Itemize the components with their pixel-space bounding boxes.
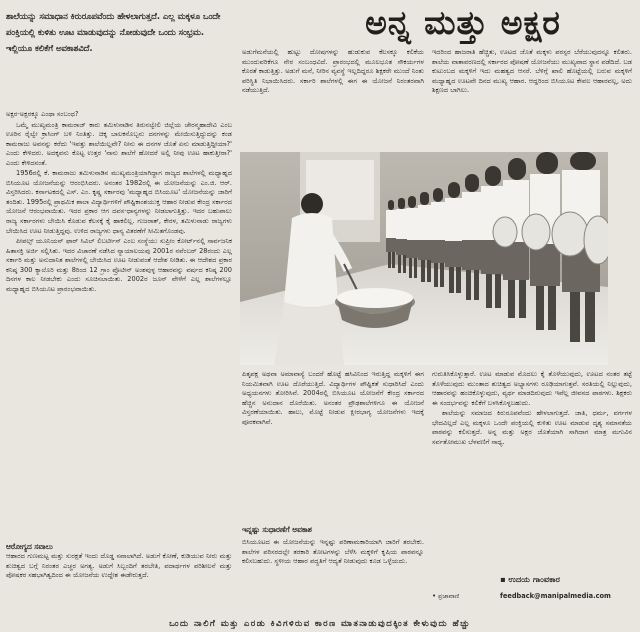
paragraph: ಪಿತೃಪಕ್ಷ ಅಥವಾ ಅಮಾವಾಸ್ಯೆ ಬಂದರೆ ಹೊಟ್ಟೆ ಹಸಿವಿನಿಂದ ಇರುತ್ತಿದ್ದ ಮಕ್ಕಳಿಗೆ ಈಗ ನಿಯಮಿತವಾಗಿ ಊಟ ದೊರೆಯುತ್ತಿದೆ. ವಿದ್ಯಾರ್ಥಿಗಳ ಪೌಷ್ಟಿಕತೆ ಸುಧಾರಿಸಿದೆ ಎಂದು ಅಧ್ಯಯನಗಳು ತೋರಿಸಿವೆ. 2004ರಲ್ಲಿ ಬಿಸಿಯೂಟ ಯೋಜನೆಗೆ ಕೇಂದ್ರ ಸರ್ಕಾರದ ಹೆಚ್ಚಿನ ಅನುದಾನ ದೊರೆಯಿತು. ಅನಂತರ ಪ್ರೌಢಶಾಲೆಗಳಿಗೂ ಈ ಯೋಜನೆ ವಿಸ್ತರಣೆಯಾಯಿತು. ಹಾಲು, ಮೊಟ್ಟೆ ನೀಡುವ ಕ್ಷೀರಭಾಗ್ಯ ಯೋಜನೆಗಳು ಇದಕ್ಕೆ ಪೂರಕವಾಗಿವೆ. [242,370,424,426]
photo-midday-meal [240,152,608,365]
paragraph: ಅಕ್ಷರ-ಅಕ್ಷರಕ್ಕೂ ಎಂಥಾ ಸಂಬಂಧ? [6,110,79,118]
paragraph: ಒಮ್ಮೆ ಮುಖ್ಯಮಂತ್ರಿ ಕಾಮರಾಜ್ ಕಾರು ತಮಿಳುನಾಡಿನ ತಿರುನಲ್ವೇಲಿ ಜಿಲ್ಲೆಯ ಚೇರನ್ಮಹಾದೇವಿ ಎಂಬ ಊರಿನ ರೈಲ್ವೇ ಕ್ರಾಸಿಂಗ್ ಬಳಿ ನಿಂತಿತ್ತು. ಚಿಕ್ಕ ಬಾಲಕನೊಬ್ಬನು ದನಗಳನ್ನು ಮೇಯಿಸುತ್ತಿದ್ದುದನ್ನು ಕಂಡ ಕಾಮರಾಜು ಅವನನ್ನು ಕರೆದು 'ಇವತ್ತು ಶಾಲೆಯಿಲ್ಲವೇ? ನೀನು ಈ ದನಗಳ ಜೊತೆ ಏನು ಮಾಡುತ್ತಿದ್ದೀಯಾ?' ಎಂದು ಕೇಳಿದರು. ಅದಕ್ಕವನು ಕೊಟ್ಟ ಉತ್ತರ 'ನಾನು ಶಾಲೆಗೆ ಹೋದರೆ ಅಲ್ಲಿ ನೀವು ಊಟ ಹಾಕುತ್ತೀರಾ?' ಎಂದು ಕೇಳಿದನಂತೆ. [6,120,232,167]
feedback-email: feedback@manipalmedia.com [500,592,611,600]
paragraph: 1956ರಲ್ಲಿ ಕೆ. ಕಾಮರಾಜು ತಮಿಳುನಾಡಿನ ಮುಖ್ಯಮಂತ್ರಿಯಾಗಿದ್ದಾಗ ರಾಜ್ಯದ ಶಾಲೆಗಳಲ್ಲಿ ಮಧ್ಯಾಹ್ನದ ಬಿಸಿಯೂಟ ಯೋಜನೆಯನ್ನು ಆರಂಭಿಸಿದರು. ಅನಂತರ 1982ರಲ್ಲಿ ಈ ಯೋಜನೆಯನ್ನು ಎಂ.ಜಿ. ಆರ್. ವಿಸ್ತರಿಸಿದರು. ಕರ್ನಾಟಕದಲ್ಲಿ ಎಸ್. ಎಂ. ಕೃಷ್ಣ ಸರ್ಕಾರವು 'ಮಧ್ಯಾಹ್ನದ ಬಿಸಿಯೂಟ' ಯೋಜನೆಯನ್ನು ಜಾರಿಗೆ ತಂದಿತು. 1995ರಲ್ಲಿ ಪ್ರಾಥಮಿಕ ಶಾಲಾ ವಿದ್ಯಾರ್ಥಿಗಳಿಗೆ ಪೌಷ್ಟಿಕಾಂಶಯುಕ್ತ ಆಹಾರ ನೀಡುವ ಕೇಂದ್ರ ಸರ್ಕಾರದ ಯೋಜನೆ ಆರಂಭವಾಯಿತು. ಇದರ ಪ್ರಕಾರ ಆಗ ದವಸ-ಧಾನ್ಯಗಳನ್ನು ನೀಡಲಾಗುತ್ತಿತ್ತು. ಇದರ ಬಹುಪಾಲು ರಾಜ್ಯ ಸರ್ಕಾರಗಳು ಬೇಯಿಸಿ ಕೊಡುವ ಕೆಲಸಕ್ಕೆ ಕೈ ಹಾಕಲಿಲ್ಲ. ಗುಜರಾತ್, ಕೇರಳ, ತಮಿಳುನಾಡು ರಾಜ್ಯಗಳು ಬೇಯಿಸಿದ ಊಟ ನೀಡುತ್ತಿದ್ದವು. ಉಳಿದ ರಾಜ್ಯಗಳು ಧಾನ್ಯ ವಿತರಣೆಗೆ ಸೀಮಿತಗೊಂಡವು. [6,169,232,235]
photo-credit-text: ಪ್ರಜಾವಾಣಿ [438,593,460,600]
paragraph: ಶಾಲೆಯನ್ನು ಸಮಾಜದ ಕಿರುರೂಪವೆಂದು ಹೇಳಲಾಗುತ್ತದೆ. ಜಾತಿ, ಧರ್ಮ, ವರ್ಗಗಳ ಭೇದವಿಲ್ಲದೆ ಎಲ್ಲ ಮಕ್ಕಳೂ ಒಂದೇ ಪಂಕ್ತಿಯಲ್ಲಿ ಕುಳಿತು ಊಟ ಮಾಡುವ ದೃಶ್ಯ ಸಮಾನತೆಯ ಪಾಠವನ್ನು ಕಲಿಸುತ್ತದೆ. ಅನ್ನ ಮತ್ತು ಅಕ್ಷರ ಜೊತೆಯಾಗಿ ಸಾಗಿದಾಗ ಮಾತ್ರ ಮಗುವಿನ ಸರ್ವತೋಮುಖ ಬೆಳವಣಿಗೆ ಸಾಧ್ಯ. [432,409,632,446]
byline-author: ಉದಯ ಗಾಂವಕಾರ [508,574,561,584]
photo-credit [432,592,459,601]
byline-arrow-icon: ▪ [500,574,509,584]
paragraph: ಗುರುತಿಸಿಕೊಳ್ಳುತ್ತಾರೆ. ಊಟ ಮಾಡುವ ಮೊದಲು ಕೈ ತೊಳೆಯುವುದು, ಊಟದ ನಂತರ ತಟ್ಟೆ ತೊಳೆಯುವುದು ಮುಂತಾದ ಶುಚಿತ್ವದ ಅಭ್ಯಾಸಗಳು ರೂಢಿಯಾಗುತ್ತವೆ. ಸರತಿಯಲ್ಲಿ ನಿಲ್ಲುವುದು, ಆಹಾರವನ್ನು ಹಂಚಿಕೊಳ್ಳುವುದು, ವ್ಯರ್ಥ ಮಾಡದಿರುವುದು ಇವೆಲ್ಲ ಜೀವನದ ಪಾಠಗಳು. ಶಿಕ್ಷಕರು ಈ ಸಂದರ್ಭವನ್ನು ಕಲಿಕೆಗೆ ಬಳಸಿಕೊಳ್ಳಬಹುದು. [432,370,632,407]
article-column-2-top [242,48,424,152]
paragraph: ಇದರಿಂದ ಹಾಜರಾತಿ ಹೆಚ್ಚಿತು, ಊಟದ ಜೊತೆ ಮಕ್ಕಳು ಪರಸ್ಪರ ಬೆರೆಯುವುದನ್ನೂ ಕಲಿತರು. ಶಾಲೆಯ ವಾತಾವರಣದಲ್ಲಿ ಸರ್ಕಾರದ ಪೋಷಣೆ ಯೋಜನೆಯು ಮುಖ್ಯವಾದ ಸ್ಥಾನ ಪಡೆದಿದೆ. ಬಡ ಕುಟುಂಬದ ಮಕ್ಕಳಿಗೆ ಇದು ಮಹತ್ವದ ಆಸರೆ. ಬೆಳಿಗ್ಗೆ ಖಾಲಿ ಹೊಟ್ಟೆಯಲ್ಲಿ ಬರುವ ಮಕ್ಕಳಿಗೆ ಮಧ್ಯಾಹ್ನದ ಊಟವೇ ದಿನದ ಮುಖ್ಯ ಆಹಾರ. ಆದ್ದರಿಂದ ಬಿಸಿಯೂಟ ಕೇವಲ ಆಹಾರವಲ್ಲ, ಅದು ಶಿಕ್ಷಣದ ಬಾಗಿಲು. [432,48,632,95]
photo-illustration [240,152,608,365]
paragraph: ಆಹಾರದ ಗುಣಮಟ್ಟ ಮತ್ತು ಸುರಕ್ಷತೆ ಇಂದು ದೊಡ್ಡ ಸವಾಲಾಗಿದೆ. ಅಡುಗೆ ಕೋಣೆ, ಕುಡಿಯುವ ನೀರು ಮತ್ತು ಶುಚಿತ್ವದ ಬಗ್ಗೆ ನಿರಂತರ ಎಚ್ಚರ ಅಗತ್ಯ. ಅಡುಗೆ ಸಿಬ್ಬಂದಿಗೆ ತರಬೇತಿ, ಪದಾರ್ಥಗಳ ಪರಿಶೀಲನೆ ಮತ್ತು ಪೋಷಕರ ಸಹಭಾಗಿತ್ವದಿಂದ ಈ ಯೋಜನೆಯ ಉದ್ದೇಶ ಈಡೇರುತ್ತದೆ. [6,552,232,580]
paragraph: ಅಡುಗೆಮನೆಯಲ್ಲಿ ಹುಟ್ಟು ದೋಷಗಳನ್ನು ಹುಡುಕುವ ಕೆಲಸಕ್ಕೂ ಕಲಿಕೆಯ ಮುಂದುವರಿಕೆಗೂ ನೇರ ಸಂಬಂಧವಿದೆ. ಪ್ರಾರಂಭದಲ್ಲಿ ಮೂಲಭೂತ ಸೌಕರ್ಯಗಳ ಕೊರತೆ ಕಾಡುತ್ತಿತ್ತು. ಅಡುಗೆ ಮನೆ, ನೀರಿನ ವ್ಯವಸ್ಥೆ ಇಲ್ಲದಿದ್ದರೂ ಶಿಕ್ಷಕರೇ ಮುಂದೆ ನಿಂತು ಪರಿಸ್ಥಿತಿ ನಿಭಾಯಿಸಿದರು. ಸರ್ಕಾರಿ ಶಾಲೆಗಳಲ್ಲಿ ಈಗ ಈ ಯೋಜನೆ ನಿರಂತರವಾಗಿ ನಡೆಯುತ್ತಿದೆ. [242,48,424,95]
paragraph: ಪೀಪಲ್ಸ್ ಯೂನಿಯನ್ ಫಾರ್ ಸಿವಿಲ್ ಲಿಬರ್ಟೀಸ್ ಎಂಬ ಸಂಸ್ಥೆಯು ಸುಪ್ರೀಂ ಕೋರ್ಟ್‌ನಲ್ಲಿ ಸಾರ್ವಜನಿಕ ಹಿತಾಸಕ್ತಿ ಅರ್ಜಿ ಸಲ್ಲಿಸಿತು. ಇದರ ವಿಚಾರಣೆ ನಡೆಸಿದ ನ್ಯಾಯಾಲಯವು 2001ರ ನವೆಂಬರ್ 28ರಂದು ಎಲ್ಲ ಸರ್ಕಾರಿ ಮತ್ತು ಅನುದಾನಿತ ಶಾಲೆಗಳಲ್ಲಿ ಬೇಯಿಸಿದ ಊಟ ನೀಡುವಂತೆ ಆದೇಶ ನೀಡಿತು. ಈ ಆದೇಶದ ಪ್ರಕಾರ ಕನಿಷ್ಠ 300 ಕ್ಯಾಲೊರಿ ಮತ್ತು 8ರಿಂದ 12 ಗ್ರಾಂ ಪ್ರೊಟೀನ್ ಅಂಶವುಳ್ಳ ಆಹಾರವನ್ನು ವರ್ಷದ ಕನಿಷ್ಠ 200 ದಿನಗಳ ಕಾಲ ನೀಡಬೇಕು ಎಂದು ಸೂಚಿಸಲಾಯಿತು. 2002ರ ಜೂನ್ ವೇಳೆಗೆ ಎಲ್ಲ ಶಾಲೆಗಳಲ್ಲೂ ಮಧ್ಯಾಹ್ನದ ಬಿಸಿಯೂಟ ಪ್ರಾರಂಭವಾಯಿತು. [6,237,232,293]
article-column-2-continued [242,538,424,608]
article-column-1-continued [6,552,232,614]
article-column-1 [6,110,232,544]
headline: ಅನ್ನ ಮತ್ತು ಅಕ್ಷರ [365,3,561,42]
paragraph: ಬಿಸಿಯೂಟದ ಈ ಯೋಜನೆಯನ್ನು ಇನ್ನಷ್ಟು ಪರಿಣಾಮಕಾರಿಯಾಗಿ ಜಾರಿಗೆ ತರಬೇಕು. ಶಾಲೆಗಳ ಪರಿಸರದಲ್ಲೇ ತರಕಾರಿ ತೋಟಗಳನ್ನು ಬೆಳೆಸಿ ಮಕ್ಕಳಿಗೆ ಕೃಷಿಯ ಪಾಠವನ್ನೂ ಕಲಿಸಬಹುದು. ಸ್ಥಳೀಯ ಆಹಾರ ಪದ್ಧತಿಗೆ ಆದ್ಯತೆ ನೀಡುವುದು ಕೂಡ ಒಳ್ಳೆಯದು. [242,538,424,566]
subheading-health-challenge: ಆರೋಗ್ಯದ ಸವಾಲು [6,542,53,551]
article-column-3-top [432,48,632,152]
article-column-2-bottom [242,370,424,520]
footer-quote: ಒಂದು ನಾಲಿಗೆ ಮತ್ತು ಎರಡು ಕಿವಿಗಳಿರುವ ಕಾರಣ ಮಾತನಾಡುವುದಕ್ಕಿಂತ ಕೇಳುವುದು ಹೆಚ್ಚು [169,618,471,628]
article-column-3-bottom [432,370,632,573]
subheading-scope-for-improvement: ಇನ್ನಷ್ಟು ಸುಧಾರಣೆಗೆ ಅವಕಾಶ [242,525,312,534]
byline [500,574,560,585]
intro-blurb: ಶಾಲೆಯನ್ನು ಸಮಾಧಾನ ಕಿರುರೂಪವೆಂದು ಹೇಳಲಾಗುತ್ತದೆ. ಎಲ್ಲ ಮಕ್ಕಳೂ ಒಂದೇ ಪಂಕ್ತಿಯಲ್ಲಿ ಕುಳಿತು ಊಟ ಮಾಡುವುದನ್ನು ನೋಡುವುದೇ ಒಂದು ಸಂಭ್ರಮ. ಇಲ್ಲಿಯೂ ಕಲಿಕೆಗೆ ಅವಕಾಶವಿದೆ. [6,11,221,53]
credit-dot-icon: • [432,592,437,600]
